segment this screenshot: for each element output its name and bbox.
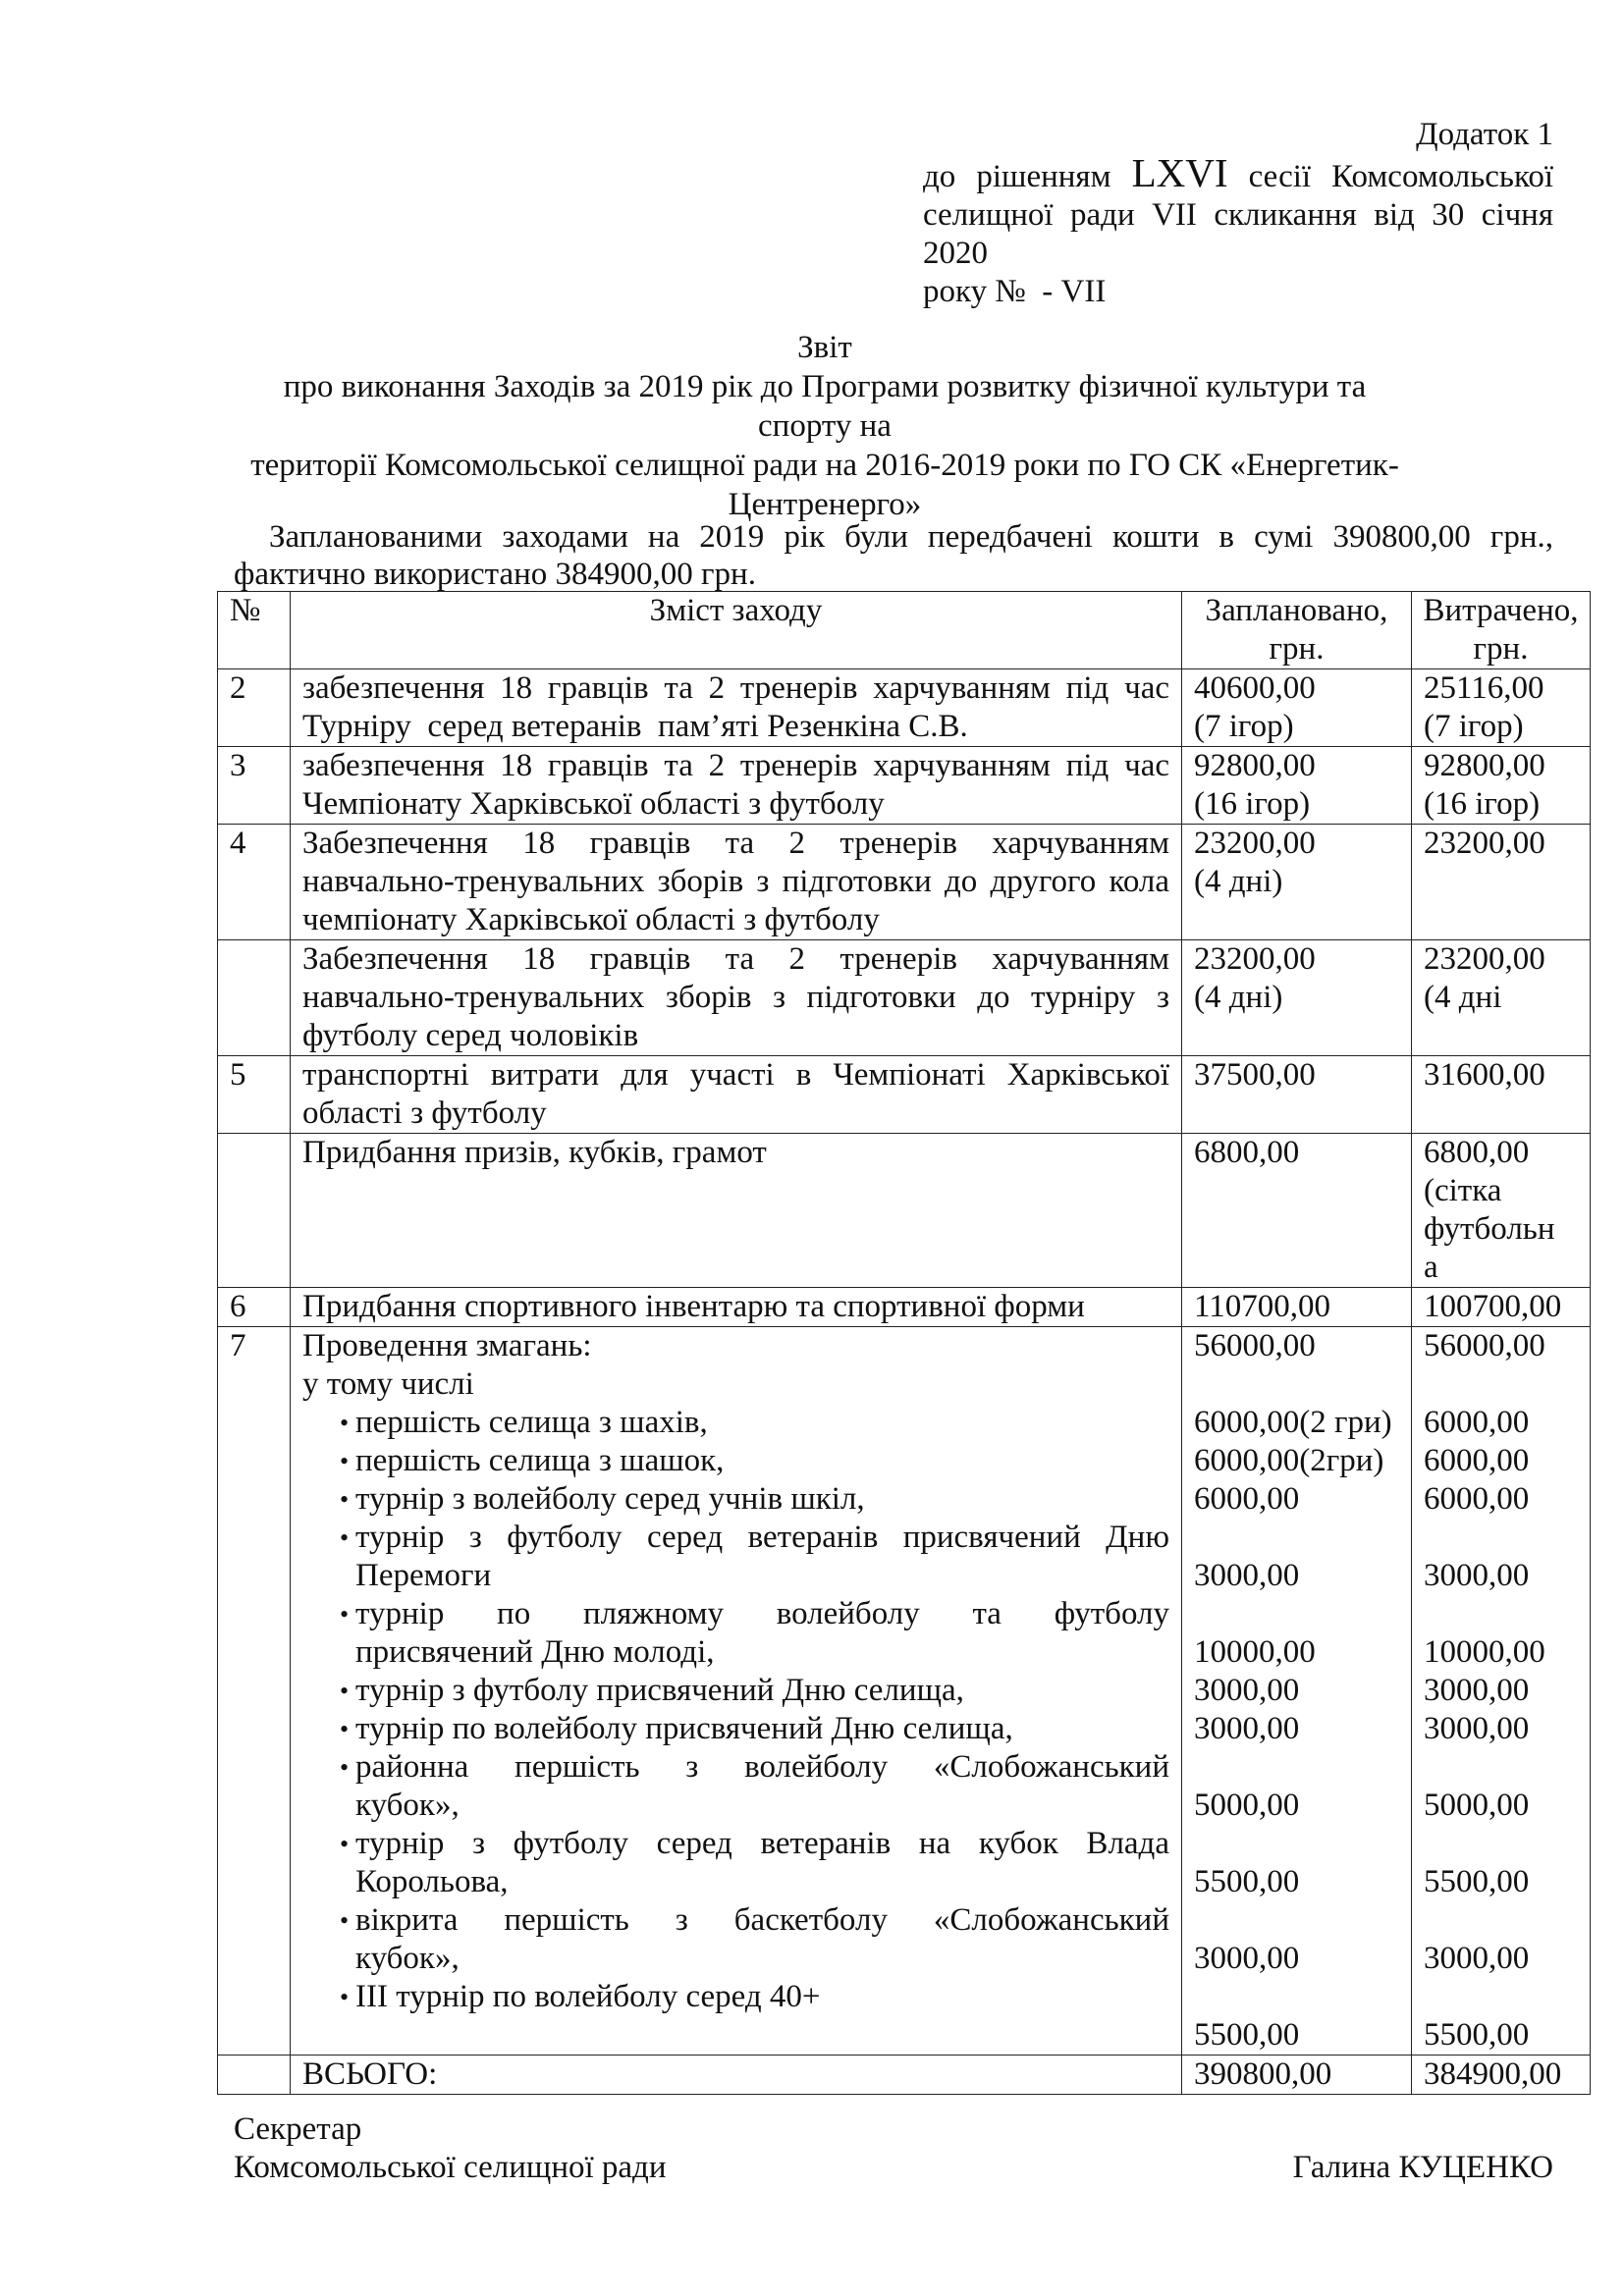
row-content-line: Придбання призів, кубків, грамот — [302, 1135, 767, 1170]
row-spent-note: (сітка — [1424, 1173, 1502, 1208]
report-title-line-2: території Комсомольської селищної ради на 2016-2019 роки по ГО СК «Енергетик- — [250, 448, 1399, 483]
competition-item — [302, 1442, 1169, 1480]
competition-spent: 3000,00 — [1424, 1673, 1530, 1708]
competition-spent: 6000,00 — [1424, 1405, 1530, 1440]
row-planned-note: (4 дні) — [1194, 864, 1283, 899]
competition-planned: 3000,00 — [1194, 1558, 1300, 1593]
row-content — [291, 940, 1182, 1056]
competition-spent: 6000,00 — [1424, 1443, 1530, 1478]
competition-item-line: присвячений Дню молоді, — [355, 1634, 715, 1670]
row-spent-value: 23200,00 — [1424, 826, 1545, 861]
expenses-table — [217, 591, 1591, 2095]
table-header-row — [218, 592, 1591, 669]
row-content — [291, 1288, 1182, 1327]
addendum-line-1-b: сесії Комсомольської — [1248, 159, 1554, 194]
row-planned-value: 92800,00 — [1194, 748, 1316, 783]
competition-item-line: Корольова, — [355, 1864, 509, 1899]
competition-item-text — [355, 1748, 1169, 1825]
competition-spent: 3000,00 — [1424, 1941, 1530, 1976]
table-row — [218, 1134, 1591, 1288]
competition-item-line: кубок», — [355, 1788, 460, 1823]
row-content — [291, 669, 1182, 747]
report-title-line-3: Центренерго» — [728, 487, 922, 522]
competition-item-text: першість селища з шашок, — [355, 1443, 725, 1478]
report-title — [236, 328, 1414, 524]
row-planned-note: (4 дні) — [1194, 980, 1283, 1015]
row-num: 2 — [218, 669, 291, 747]
bullet-icon: • — [340, 1830, 350, 1858]
header-num: № — [218, 592, 291, 669]
competition-item-text: ІІІ турнір по волейболу серед 40+ — [355, 1979, 821, 2014]
signature-block — [234, 2110, 1553, 2187]
competition-spent: 5500,00 — [1424, 1864, 1530, 1899]
competition-item-line: районна першість з волейболу «Слобожанський — [355, 1749, 1169, 1785]
addendum-session: LXVI — [1131, 150, 1228, 195]
competition-item-line: турнір по пляжному волейболу та футболу — [355, 1596, 1169, 1631]
row-content-line: Чемпіонату Харківської області з футболу — [302, 786, 885, 822]
competition-item — [302, 1748, 1169, 1825]
competition-spent: 5000,00 — [1424, 1788, 1530, 1823]
header-spent — [1412, 592, 1591, 669]
table-row — [218, 747, 1591, 825]
table-row — [218, 940, 1591, 1056]
row-planned — [1182, 1056, 1412, 1134]
competition-item-text — [355, 1595, 1169, 1672]
bullet-icon: • — [340, 1715, 350, 1743]
competition-item — [302, 1519, 1169, 1595]
header-content: Зміст заходу — [291, 592, 1182, 669]
row-planned — [1182, 940, 1412, 1056]
signature-organization: Комсомольської селищної ради — [234, 2150, 667, 2185]
competition-item-line: Перемоги — [355, 1558, 492, 1593]
row-spent — [1412, 1327, 1591, 2056]
row-planned-note: (7 ігор) — [1194, 709, 1294, 744]
competition-item-text: турнір по волейболу присвячений Дню селища, — [355, 1711, 1013, 1746]
table-total-row — [218, 2056, 1591, 2095]
competition-planned: 6000,00(2гри) — [1194, 1443, 1384, 1478]
row-spent-note: а — [1424, 1250, 1438, 1285]
intro-line-1: Запланованими заходами на 2019 рік були передбачені кошти в сумі 390800,00 грн., — [269, 519, 1553, 555]
row-num: 5 — [218, 1056, 291, 1134]
total-label: ВСЬОГО: — [291, 2056, 1182, 2095]
addendum-title: Додаток 1 — [1416, 117, 1553, 152]
row-content-line: Забезпечення 18 гравців та 2 тренерів харчуванням — [302, 941, 1169, 977]
total-planned — [1182, 2056, 1412, 2095]
row-num — [218, 940, 291, 1056]
addendum-line-3: року № - VII — [923, 274, 1107, 309]
row-content-line: навчально-тренувальних зборів з підготовки до турніру з — [302, 980, 1169, 1015]
row-spent-note: (16 ігор) — [1424, 786, 1541, 822]
bullet-icon: • — [340, 1409, 350, 1437]
header-planned — [1182, 592, 1412, 669]
competition-planned: 5500,00 — [1194, 2017, 1300, 2053]
report-heading: Звіт — [797, 330, 852, 365]
bullet-icon: • — [340, 1447, 350, 1475]
bullet-icon: • — [340, 1983, 350, 2011]
header-spent-2: грн. — [1473, 631, 1529, 667]
row-content — [291, 825, 1182, 940]
row-planned — [1182, 1327, 1412, 2056]
row-planned-value: 23200,00 — [1194, 941, 1316, 977]
competition-item — [302, 1672, 1169, 1710]
row-spent-note: футбольн — [1424, 1211, 1555, 1247]
competition-item-text: турнір з футболу присвячений Дню селища, — [355, 1673, 964, 1708]
competition-item-line: турнір з футболу серед ветеранів присвячений Дню — [355, 1520, 1169, 1555]
competition-item-line: кубок», — [355, 1941, 460, 1976]
competition-item-text — [355, 1901, 1169, 1978]
total-spent-value: 384900,00 — [1424, 2056, 1562, 2092]
row-spent-value: 23200,00 — [1424, 941, 1545, 977]
addendum-block — [923, 116, 1553, 311]
row-planned-value: 110700,00 — [1194, 1289, 1331, 1324]
row-content-line: забезпечення 18 гравців та 2 тренерів харчуванням під час — [302, 670, 1169, 706]
header-spent-1: Витрачено, — [1423, 593, 1579, 628]
row-planned — [1182, 747, 1412, 825]
bullet-icon: • — [340, 1485, 350, 1514]
row-spent — [1412, 825, 1591, 940]
row-num: 6 — [218, 1288, 291, 1327]
row-spent — [1412, 1288, 1591, 1327]
row-planned — [1182, 1134, 1412, 1288]
intro-paragraph — [234, 518, 1553, 593]
signature-name: Галина КУЦЕНКО — [1292, 2150, 1553, 2185]
report-title-line-1: про виконання Заходів за 2019 рік до Програми розвитку фізичної культури та спорту на — [283, 369, 1367, 444]
bullet-icon: • — [340, 1753, 350, 1782]
competition-item — [302, 1901, 1169, 1978]
competition-item — [302, 1480, 1169, 1519]
competitions-title: Проведення змагань: — [302, 1328, 592, 1363]
row-content-line: забезпечення 18 гравців та 2 тренерів харчуванням під час — [302, 748, 1169, 783]
row-num: 4 — [218, 825, 291, 940]
row-content-line: навчально-тренувальних зборів з підготовки до другого кола — [302, 864, 1169, 899]
row-content — [291, 747, 1182, 825]
row-planned-value: 6800,00 — [1194, 1135, 1300, 1170]
row-num: 3 — [218, 747, 291, 825]
competitions-subtitle: у тому числі — [302, 1366, 474, 1402]
row-spent-value: 92800,00 — [1424, 748, 1545, 783]
competition-item — [302, 1595, 1169, 1672]
competitions-spent-total: 56000,00 — [1424, 1328, 1545, 1363]
row-content-line: області з футболу — [302, 1095, 547, 1131]
competition-planned: 5000,00 — [1194, 1788, 1300, 1823]
row-content-line: Турніру серед ветеранів пам’яті Резенкіна С.В. — [302, 709, 968, 744]
row-content — [291, 1327, 1182, 2056]
row-spent — [1412, 940, 1591, 1056]
row-content-line: Придбання спортивного інвентарю та спортивної форми — [302, 1289, 1085, 1324]
row-planned — [1182, 1288, 1412, 1327]
competition-spent: 10000,00 — [1424, 1634, 1545, 1670]
row-planned-value: 23200,00 — [1194, 826, 1316, 861]
signature-position: Секретар — [234, 2111, 362, 2147]
table-row — [218, 669, 1591, 747]
row-spent — [1412, 747, 1591, 825]
total-num — [218, 2056, 291, 2095]
competition-item-text — [355, 1519, 1169, 1595]
competition-item-text — [355, 1825, 1169, 1901]
competition-spent: 3000,00 — [1424, 1711, 1530, 1746]
row-spent — [1412, 1056, 1591, 1134]
competition-spent: 3000,00 — [1424, 1558, 1530, 1593]
bullet-icon: • — [340, 1906, 350, 1935]
row-spent — [1412, 1134, 1591, 1288]
competition-planned: 3000,00 — [1194, 1673, 1300, 1708]
row-planned — [1182, 825, 1412, 940]
competition-item-line: вікрита першість з баскетболу «Слобожанський — [355, 1902, 1169, 1938]
row-planned-note: (16 ігор) — [1194, 786, 1311, 822]
total-spent — [1412, 2056, 1591, 2095]
row-spent-note: (7 ігор) — [1424, 709, 1524, 744]
row-planned — [1182, 669, 1412, 747]
competitions-planned-total: 56000,00 — [1194, 1328, 1316, 1363]
bullet-icon: • — [340, 1600, 350, 1629]
row-planned-value: 37500,00 — [1194, 1057, 1316, 1093]
total-planned-value: 390800,00 — [1194, 2056, 1332, 2092]
intro-line-2: фактично використано 384900,00 грн. — [234, 557, 756, 592]
competition-item-line: турнір з футболу серед ветеранів на кубок Влада — [355, 1826, 1169, 1861]
header-planned-2: грн. — [1269, 631, 1325, 667]
signature-row — [234, 2149, 1553, 2187]
competition-spent: 5500,00 — [1424, 2017, 1530, 2053]
header-planned-1: Заплановано, — [1205, 593, 1388, 628]
competition-item — [302, 1404, 1169, 1442]
competition-planned: 3000,00 — [1194, 1941, 1300, 1976]
row-content — [291, 1134, 1182, 1288]
table-row — [218, 1288, 1591, 1327]
competition-spent: 6000,00 — [1424, 1481, 1530, 1517]
row-spent-note: (4 дні — [1424, 980, 1502, 1015]
row-num: 7 — [218, 1327, 291, 2056]
competition-item-text: першість селища з шахів, — [355, 1405, 708, 1440]
competition-item-text: турнір з волейболу серед учнів шкіл, — [355, 1481, 865, 1517]
competition-planned: 10000,00 — [1194, 1634, 1316, 1670]
row-num — [218, 1134, 291, 1288]
bullet-icon: • — [340, 1677, 350, 1705]
row-content-line: чемпіонату Харківської області з футболу — [302, 902, 880, 937]
competition-item — [302, 1825, 1169, 1901]
row-spent-value: 25116,00 — [1424, 670, 1544, 706]
table-row — [218, 825, 1591, 940]
row-planned-value: 40600,00 — [1194, 670, 1316, 706]
competition-planned: 6000,00(2 гри) — [1194, 1405, 1392, 1440]
competition-item — [302, 1978, 1169, 2016]
row-spent-value: 6800,00 — [1424, 1135, 1530, 1170]
table-row-competitions — [218, 1327, 1591, 2056]
competition-planned: 3000,00 — [1194, 1711, 1300, 1746]
table-row — [218, 1056, 1591, 1134]
bullet-icon: • — [340, 1523, 350, 1552]
row-content-line: транспортні витрати для участі в Чемпіонаті Харківської — [302, 1057, 1169, 1093]
row-spent-value: 100700,00 — [1424, 1289, 1562, 1324]
addendum-line-1-a: до рішенням — [923, 159, 1111, 194]
row-spent — [1412, 669, 1591, 747]
competition-planned: 5500,00 — [1194, 1864, 1300, 1899]
competition-planned: 6000,00 — [1194, 1481, 1300, 1517]
competition-item — [302, 1710, 1169, 1748]
row-spent-value: 31600,00 — [1424, 1057, 1545, 1093]
addendum-line-1 — [923, 150, 1554, 196]
row-content-line: Забезпечення 18 гравців та 2 тренерів харчуванням — [302, 826, 1169, 861]
row-content — [291, 1056, 1182, 1134]
row-content-line: футболу серед чоловіків — [302, 1018, 639, 1053]
addendum-line-2: селищної ради VII скликання від 30 січня 2020 — [923, 197, 1553, 271]
